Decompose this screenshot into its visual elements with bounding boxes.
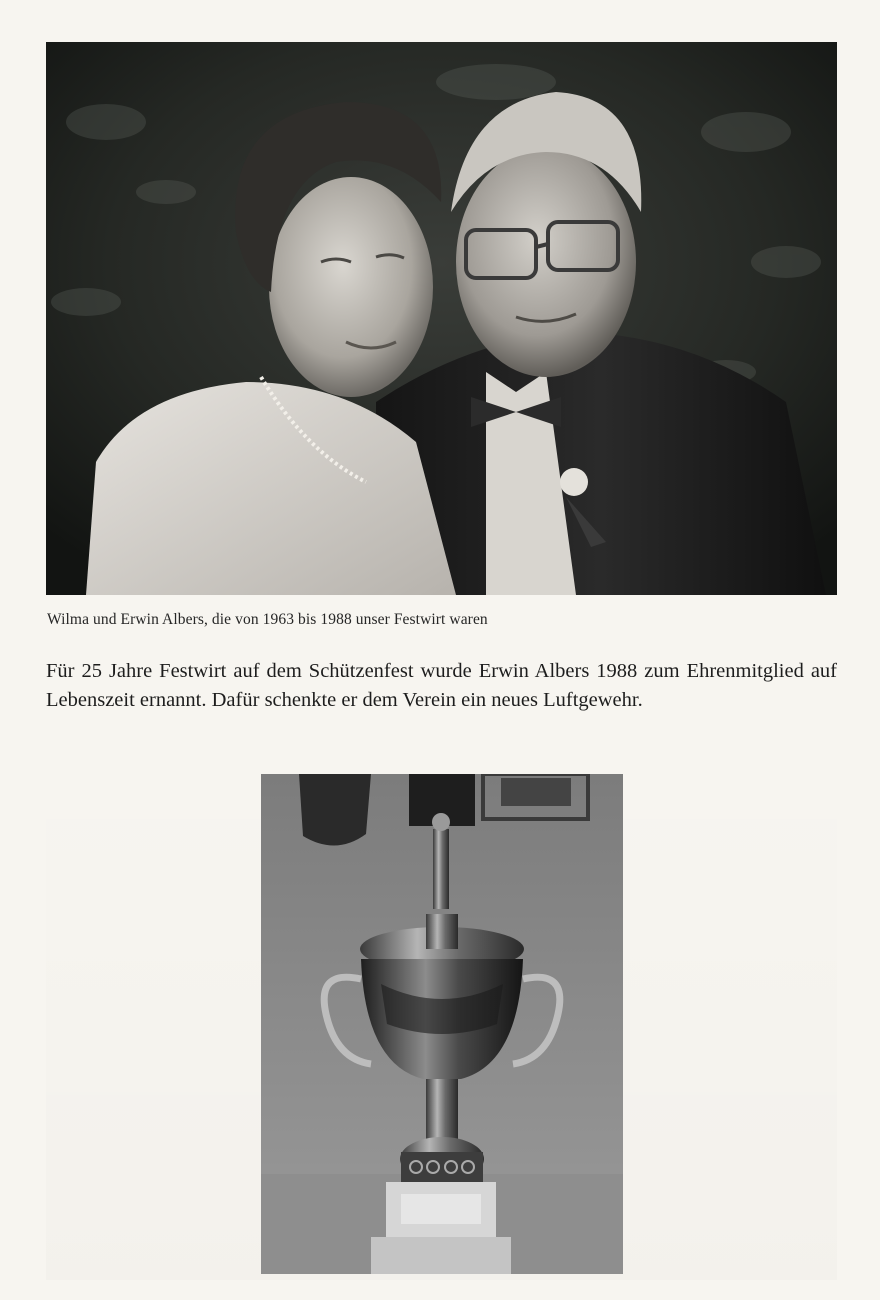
photo-caption: Wilma und Erwin Albers, die von 1963 bis 1988 unser Festwirt waren [47, 611, 488, 628]
trophy-photo [261, 774, 623, 1274]
couple-portrait-photo [46, 42, 837, 595]
body-paragraph: Für 25 Jahre Festwirt auf dem Schützenfest wurde Erwin Albers 1988 zum Ehrenmitglied auf Lebenszeit ernannt. Dafür schenkte er dem Verein ein neues Luftgewehr. [46, 660, 837, 711]
